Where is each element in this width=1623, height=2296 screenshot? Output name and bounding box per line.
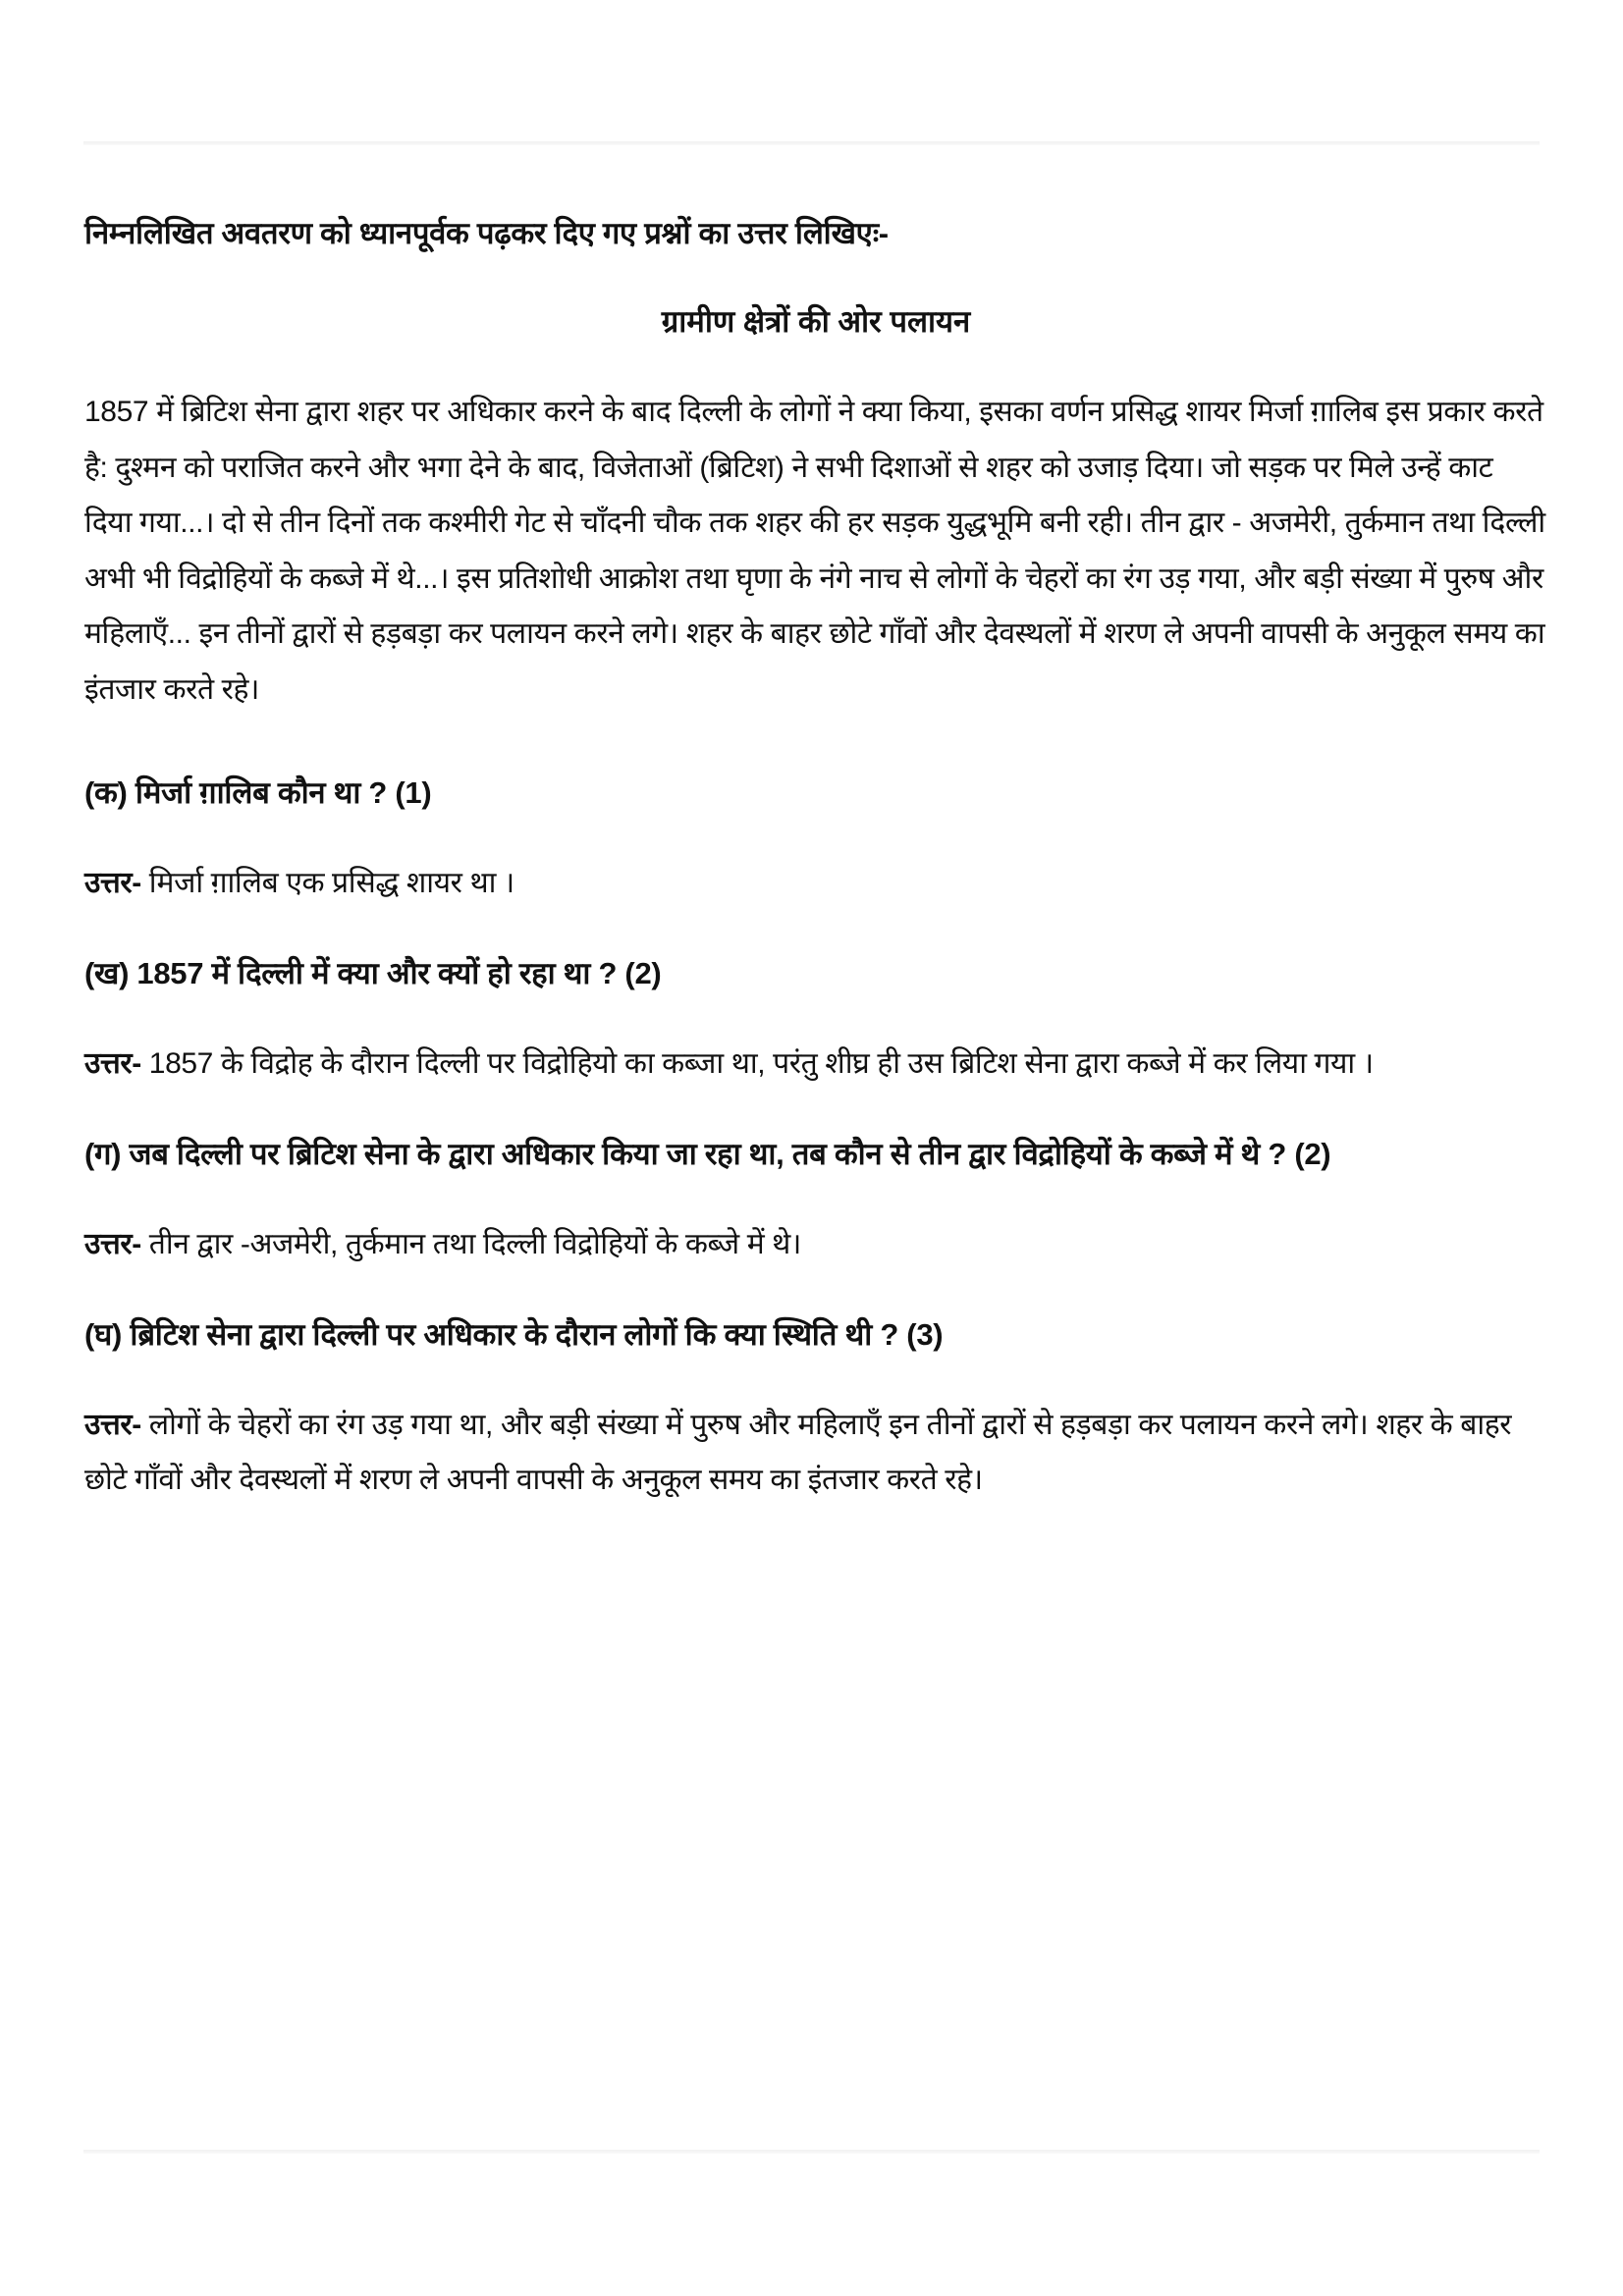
bottom-divider	[83, 2150, 1540, 2154]
question-2: (ख) 1857 में दिल्ली में क्या और क्यों हो रहा था ? (2)	[84, 955, 662, 990]
question-4: (घ) ब्रिटिश सेना द्वारा दिल्ली पर अधिकार के दौरान लोगों कि क्या स्थिति थी ? (3)	[84, 1316, 944, 1352]
question-1: (क) मिर्जा ग़ालिब कौन था ? (1)	[84, 774, 432, 810]
passage-title: ग्रामीण क्षेत्रों की ओर पलायन	[661, 304, 971, 339]
answer-label: उत्तर-	[84, 1046, 141, 1080]
answer-3-text: तीन द्वार -अजमेरी, तुर्कमान तथा दिल्ली विद्रोहियों के कब्जे में थे।	[140, 1227, 801, 1260]
answer-1	[84, 856, 1547, 911]
answer-1-text: मिर्जा ग़ालिब एक प्रसिद्ध शायर था ।	[140, 866, 514, 899]
passage-text: 1857 में ब्रिटिश सेना द्वारा शहर पर अधिकार करने के बाद दिल्ली के लोगों ने क्या किया, इसका वर्णन प्रसिद्ध शायर मिर्जा ग़ालिब इस प्रकार करते है: दुश्मन को पराजित करने और भगा देने के बाद, विजेताओं (ब्रिटिश) ने सभी दिशाओं से शहर को उजाड़ दिया। जो सड़क पर मिले उन्हें काट दिया गया...। दो से तीन दिनों तक कश्मीरी गेट से चाँदनी चौक तक शहर की हर सड़क युद्धभूमि बनी रही। तीन द्वार - अजमेरी, तुर्कमान तथा दिल्ली अभी भी विद्रोहियों के कब्जे में थे...। इस प्रतिशोधी आक्रोश तथा घृणा के नंगे नाच से लोगों के चेहरों का रंग उड़ गया, और बड़ी संख्या में पुरुष और महिलाएँ... इन तीनों द्वारों से हड़बड़ा कर पलायन करने लगे। शहर के बाहर छोटे गाँवों और देवस्थलों में शरण ले अपनी वापसी के अनुकूल समय का इंतजार करते रहे।	[84, 396, 1545, 706]
answer-2	[84, 1037, 1547, 1092]
document-body	[84, 206, 1547, 1543]
answer-4	[84, 1398, 1547, 1508]
answer-2-text: 1857 के विद्रोह के दौरान दिल्ली पर विद्रोहियो का कब्जा था, परंतु शीघ्र ही उस ब्रिटिश सेना द्वारा कब्जे में कर लिया गया ।	[140, 1046, 1374, 1080]
question-block-1	[84, 766, 1547, 911]
question-3: (ग) जब दिल्ली पर ब्रिटिश सेना के द्वारा अधिकार किया जा रहा था, तब कौन से तीन द्वार विद्रोहियों के कब्जे में थे ? (2)	[84, 1136, 1331, 1171]
answer-label: उत्तर-	[84, 866, 141, 899]
question-block-3	[84, 1127, 1547, 1272]
top-divider	[83, 141, 1540, 145]
answer-label: उत्तर-	[84, 1408, 141, 1441]
instruction-text: निम्नलिखित अवतरण को ध्यानपूर्वक पढ़कर दिए गए प्रश्नों का उत्तर लिखिएः-	[84, 216, 889, 250]
answer-3	[84, 1217, 1547, 1272]
answer-4-text: लोगों के चेहरों का रंग उड़ गया था, और बड़ी संख्या में पुरुष और महिलाएँ इन तीनों द्वारों से हड़बड़ा कर पलायन करने लगे। शहर के बाहर छोटे गाँवों और देवस्थलों में शरण ले अपनी वापसी के अनुकूल समय का इंतजार करते रहे।	[84, 1408, 1512, 1496]
answer-label: उत्तर-	[84, 1227, 141, 1260]
question-block-2	[84, 946, 1547, 1092]
question-block-4	[84, 1308, 1547, 1508]
